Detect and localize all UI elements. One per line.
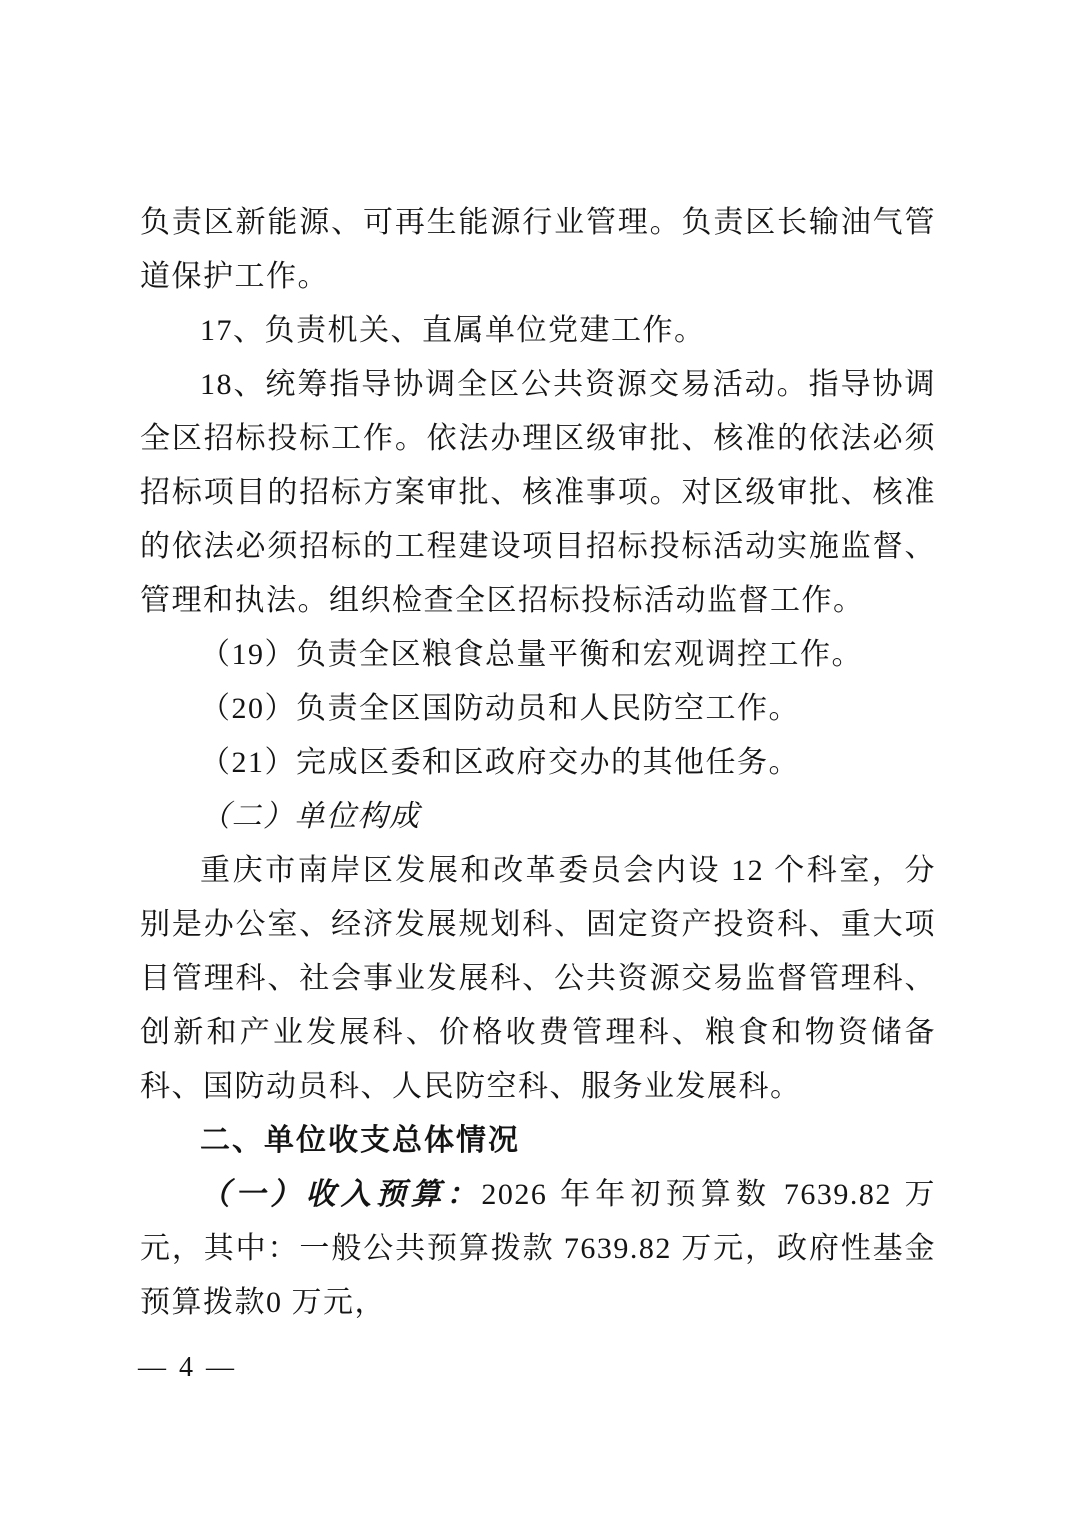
income-budget-lead: （一）收入预算：	[200, 1178, 482, 1211]
paragraph-unit-composition: 重庆市南岸区发展和改革委员会内设 12 个科室，分别是办公室、经济发展规划科、固定资产投资科、重大项目管理科、社会事业发展科、公共资源交易监督管理科、创新和产业发展科、价格收费管理科、粮食和物资储备科、国防动员科、人民防空科、服务业发展科。	[140, 854, 936, 1103]
income-budget-text: 2026 年年初预算数 7639.82 万元，其中：一般公共预算拨款 7639.82 万元，政府性基金预算拨款0 万元，	[140, 1178, 937, 1319]
list-item-21: （21）完成区委和区政府交办的其他任务。	[200, 746, 800, 779]
paragraph-continuation: 负责区新能源、可再生能源行业管理。负责区长输油气管道保护工作。	[140, 206, 936, 293]
list-item-19: （19）负责全区粮食总量平衡和宏观调控工作。	[200, 638, 863, 671]
section-heading-revenue-expenditure: 二、单位收支总体情况	[200, 1124, 520, 1157]
paragraph-income-budget	[140, 1168, 936, 1330]
list-item-20: （20）负责全区国防动员和人民防空工作。	[200, 692, 800, 725]
subsection-heading-unit-composition: （二）单位构成	[200, 800, 421, 833]
list-item-18: 18、统筹指导协调全区公共资源交易活动。指导协调全区招标投标工作。依法办理区级审批、核准的依法必须招标项目的招标方案审批、核准事项。对区级审批、核准的依法必须招标的工程建设项目招标投标活动实施监督、管理和执法。组织检查全区招标投标活动监督工作。	[140, 368, 936, 617]
page-number: — 4 —	[138, 1352, 237, 1383]
list-item-17: 17、负责机关、直属单位党建工作。	[200, 314, 706, 347]
document-body	[140, 196, 936, 1330]
